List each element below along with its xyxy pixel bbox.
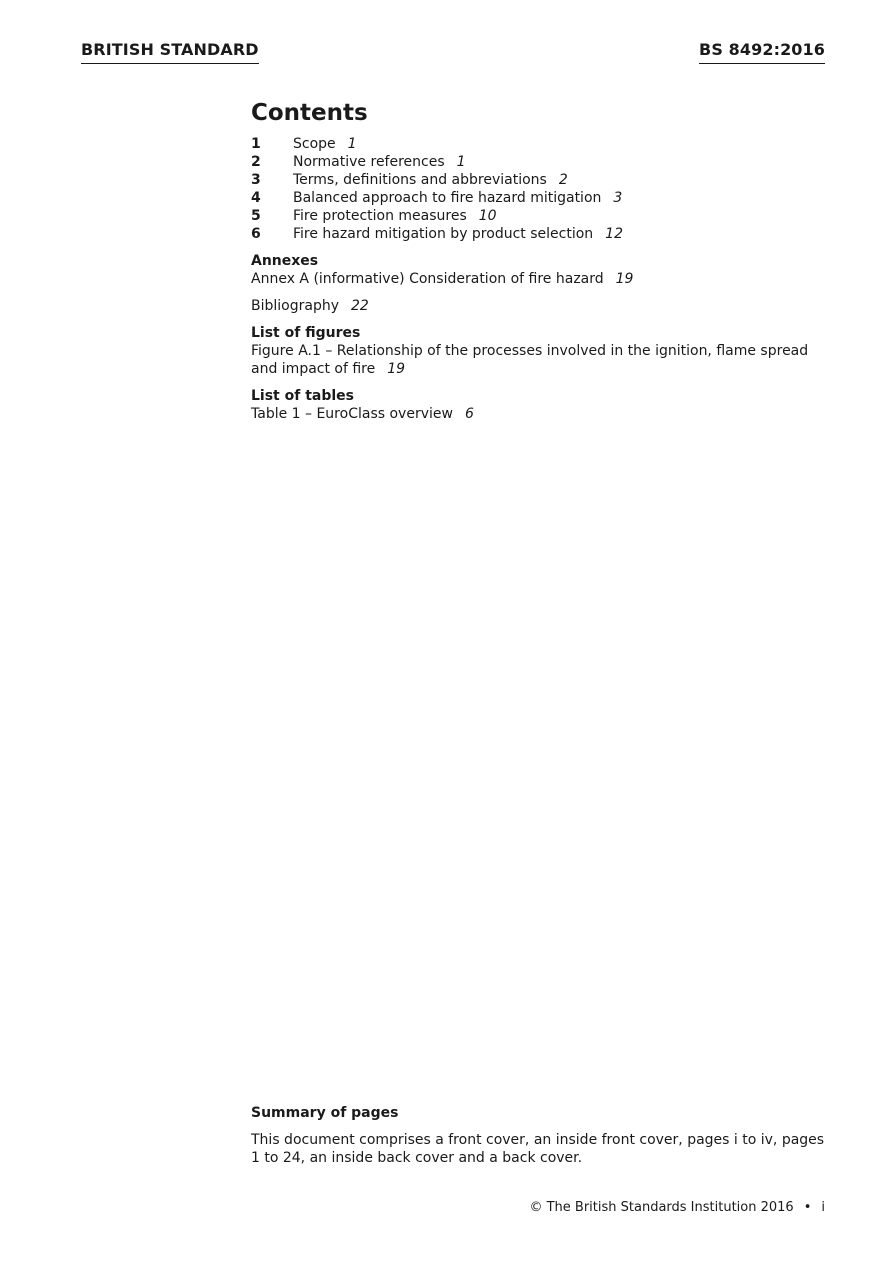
tables-heading: List of tables xyxy=(251,388,354,404)
toc-entry xyxy=(251,189,831,207)
toc-item-text xyxy=(293,153,466,171)
header-right: BS 8492:2016 xyxy=(699,40,825,64)
toc-entry xyxy=(251,171,831,189)
figure-title: Figure A.1 – Relationship of the processes involved in the ignition, flame spread and impact of fire xyxy=(251,343,809,377)
toc-item-text xyxy=(293,189,622,207)
toc-entry xyxy=(251,225,831,243)
toc-item-text xyxy=(293,171,568,189)
toc-number: 5 xyxy=(251,208,261,224)
figures-section xyxy=(251,324,831,378)
copyright-text: © The British Standards Institution 2016 xyxy=(529,1200,794,1215)
annexes-heading: Annexes xyxy=(251,253,319,269)
toc-number: 1 xyxy=(251,136,261,152)
annex-page: 19 xyxy=(615,271,634,287)
summary-heading: Summary of pages xyxy=(251,1105,399,1121)
toc-title: Balanced approach to fire hazard mitigation xyxy=(293,190,602,206)
figure-page: 19 xyxy=(387,361,406,377)
contents-section xyxy=(251,98,831,423)
toc-entry xyxy=(251,153,831,171)
toc-title: Fire hazard mitigation by product selection xyxy=(293,226,594,242)
table-page: 6 xyxy=(464,406,474,422)
toc-title: Normative references xyxy=(293,154,445,170)
toc-number: 6 xyxy=(251,226,261,242)
bibliography-entry xyxy=(251,297,831,315)
bibliography-page: 22 xyxy=(351,298,369,314)
annexes-section xyxy=(251,252,831,288)
bullet-separator: • xyxy=(803,1200,812,1215)
tables-section xyxy=(251,387,831,423)
figure-entry xyxy=(251,342,831,378)
toc-title: Scope xyxy=(293,136,336,152)
page-number: i xyxy=(821,1200,825,1215)
table-title: Table 1 – EuroClass overview xyxy=(251,406,453,422)
toc-item-text xyxy=(293,135,357,153)
toc-number: 2 xyxy=(251,154,261,170)
annex-title: Annex A (informative) Consideration of fire hazard xyxy=(251,271,604,287)
toc-page: 1 xyxy=(456,154,466,170)
toc-number: 3 xyxy=(251,172,261,188)
toc-entry xyxy=(251,135,831,153)
annex-entry xyxy=(251,270,831,288)
figures-heading: List of figures xyxy=(251,325,361,341)
toc-page: 3 xyxy=(613,190,623,206)
bibliography-title: Bibliography xyxy=(251,298,339,314)
page-footer xyxy=(529,1199,825,1217)
toc-item-text xyxy=(293,207,497,225)
summary-section xyxy=(251,1104,831,1167)
toc-page: 10 xyxy=(478,208,497,224)
contents-title: Contents xyxy=(251,100,368,126)
toc-title: Terms, definitions and abbreviations xyxy=(293,172,547,188)
table-entry xyxy=(251,405,831,423)
summary-text: This document comprises a front cover, an inside front cover, pages i to iv, pages 1 to 24, an inside back cover and a back cover. xyxy=(251,1132,825,1166)
toc-page: 12 xyxy=(605,226,623,242)
header-left: BRITISH STANDARD xyxy=(81,40,259,64)
toc-title: Fire protection measures xyxy=(293,208,467,224)
toc-entry xyxy=(251,207,831,225)
toc-item-text xyxy=(293,225,623,243)
toc-number: 4 xyxy=(251,190,261,206)
toc-page: 1 xyxy=(347,136,357,152)
toc-page: 2 xyxy=(558,172,568,188)
